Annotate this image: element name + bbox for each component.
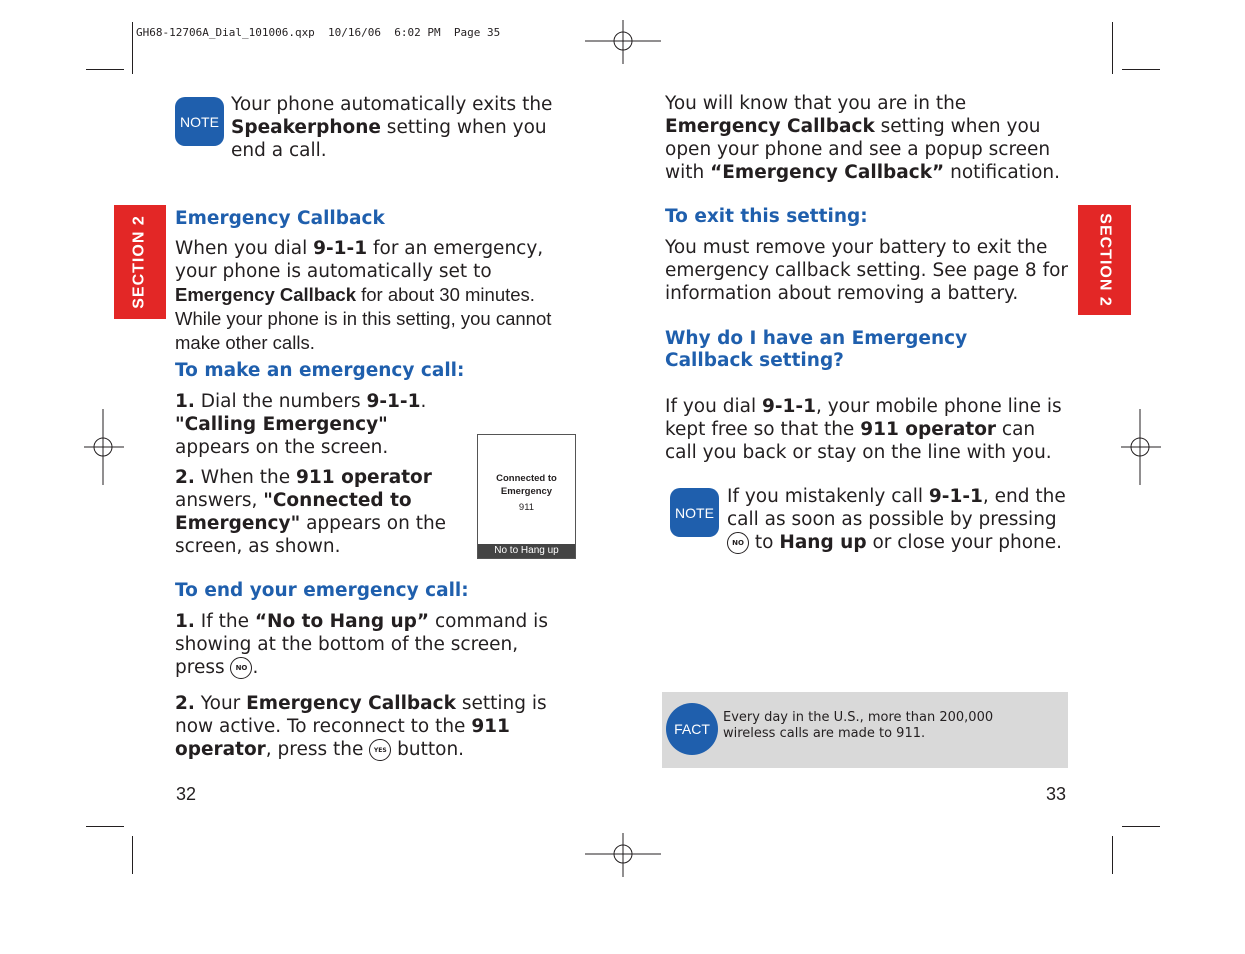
phone-screen-message: Connected to Emergency <box>496 473 557 497</box>
registration-mark-bottom <box>585 833 661 877</box>
phone-softkey-bar: No to Hang up <box>478 544 575 558</box>
make-call-step-2: 2. When the 911 operator answers, "Connected to Emergency" appears on the screen, as shown. <box>175 467 447 557</box>
no-key-icon: NO <box>230 657 252 679</box>
page-number-left: 32 <box>176 784 197 804</box>
make-call-step-1: 1. Dial the numbers 9-1-1. "Calling Emergency" appears on the screen. <box>175 391 427 458</box>
fact-badge: FACT <box>666 703 718 755</box>
heading-make-emergency-call: To make an emergency call: <box>175 360 465 381</box>
heading-exit-setting: To exit this setting: <box>665 206 868 227</box>
phone-screen-illustration <box>477 434 576 559</box>
slug-line: GH68-12706A_Dial_101006.qxp 10/16/06 6:02 PM Page 35 <box>136 26 501 39</box>
registration-mark-left <box>84 409 124 485</box>
yes-key-icon: YES <box>369 739 391 761</box>
intro-paragraph: You will know that you are in the Emergency Callback setting when you open your phone and see a popup screen with “Emergency Callback” notification. <box>665 93 1061 183</box>
note-badge: NOTE <box>175 97 224 146</box>
note-badge-right: NOTE <box>670 488 719 537</box>
section-tab-left: SECTION 2 <box>114 205 166 319</box>
end-call-step-2: 2. Your Emergency Callback setting is now active. To reconnect to the 911 operator, press the YES button. <box>175 693 547 760</box>
note-text: Your phone automatically exits the Speakerphone setting when you end a call. <box>231 94 553 161</box>
no-key-icon: NO <box>727 532 749 554</box>
heading-why-emergency-callback: Why do I have an Emergency Callback setting? <box>665 328 968 371</box>
end-call-step-1: 1. If the “No to Hang up” command is showing at the bottom of the screen, press NO . <box>175 611 548 678</box>
registration-mark-right <box>1121 409 1161 485</box>
heading-end-emergency-call: To end your emergency call: <box>175 580 469 601</box>
fact-text: Every day in the U.S., more than 200,000 wireless calls are made to 911. <box>723 710 994 741</box>
why-paragraph: If you dial 9-1-1, your mobile phone line is kept free so that the 911 operator can call you back or stay on the line with you. <box>665 396 1062 463</box>
registration-mark-top <box>585 20 661 64</box>
heading-emergency-callback: Emergency Callback <box>175 208 385 229</box>
exit-setting-paragraph: You must remove your battery to exit the emergency callback setting. See page 8 for information about removing a battery. <box>665 237 1069 304</box>
note-text-right: If you mistakenly call 9-1-1, end the call as soon as possible by pressing NO to Hang up or close your phone. <box>727 486 1066 553</box>
fact-box <box>662 692 1068 768</box>
phone-screen-number: 911 <box>518 502 535 513</box>
page-number-right: 33 <box>1046 784 1067 804</box>
section-tab-right: SECTION 2 <box>1078 205 1131 315</box>
emergency-callback-paragraph: When you dial 9-1-1 for an emergency, your phone is automatically set to Emergency Callback for about 30 minutes. While your phone is in this setting, you cannot make other calls. <box>175 238 552 353</box>
